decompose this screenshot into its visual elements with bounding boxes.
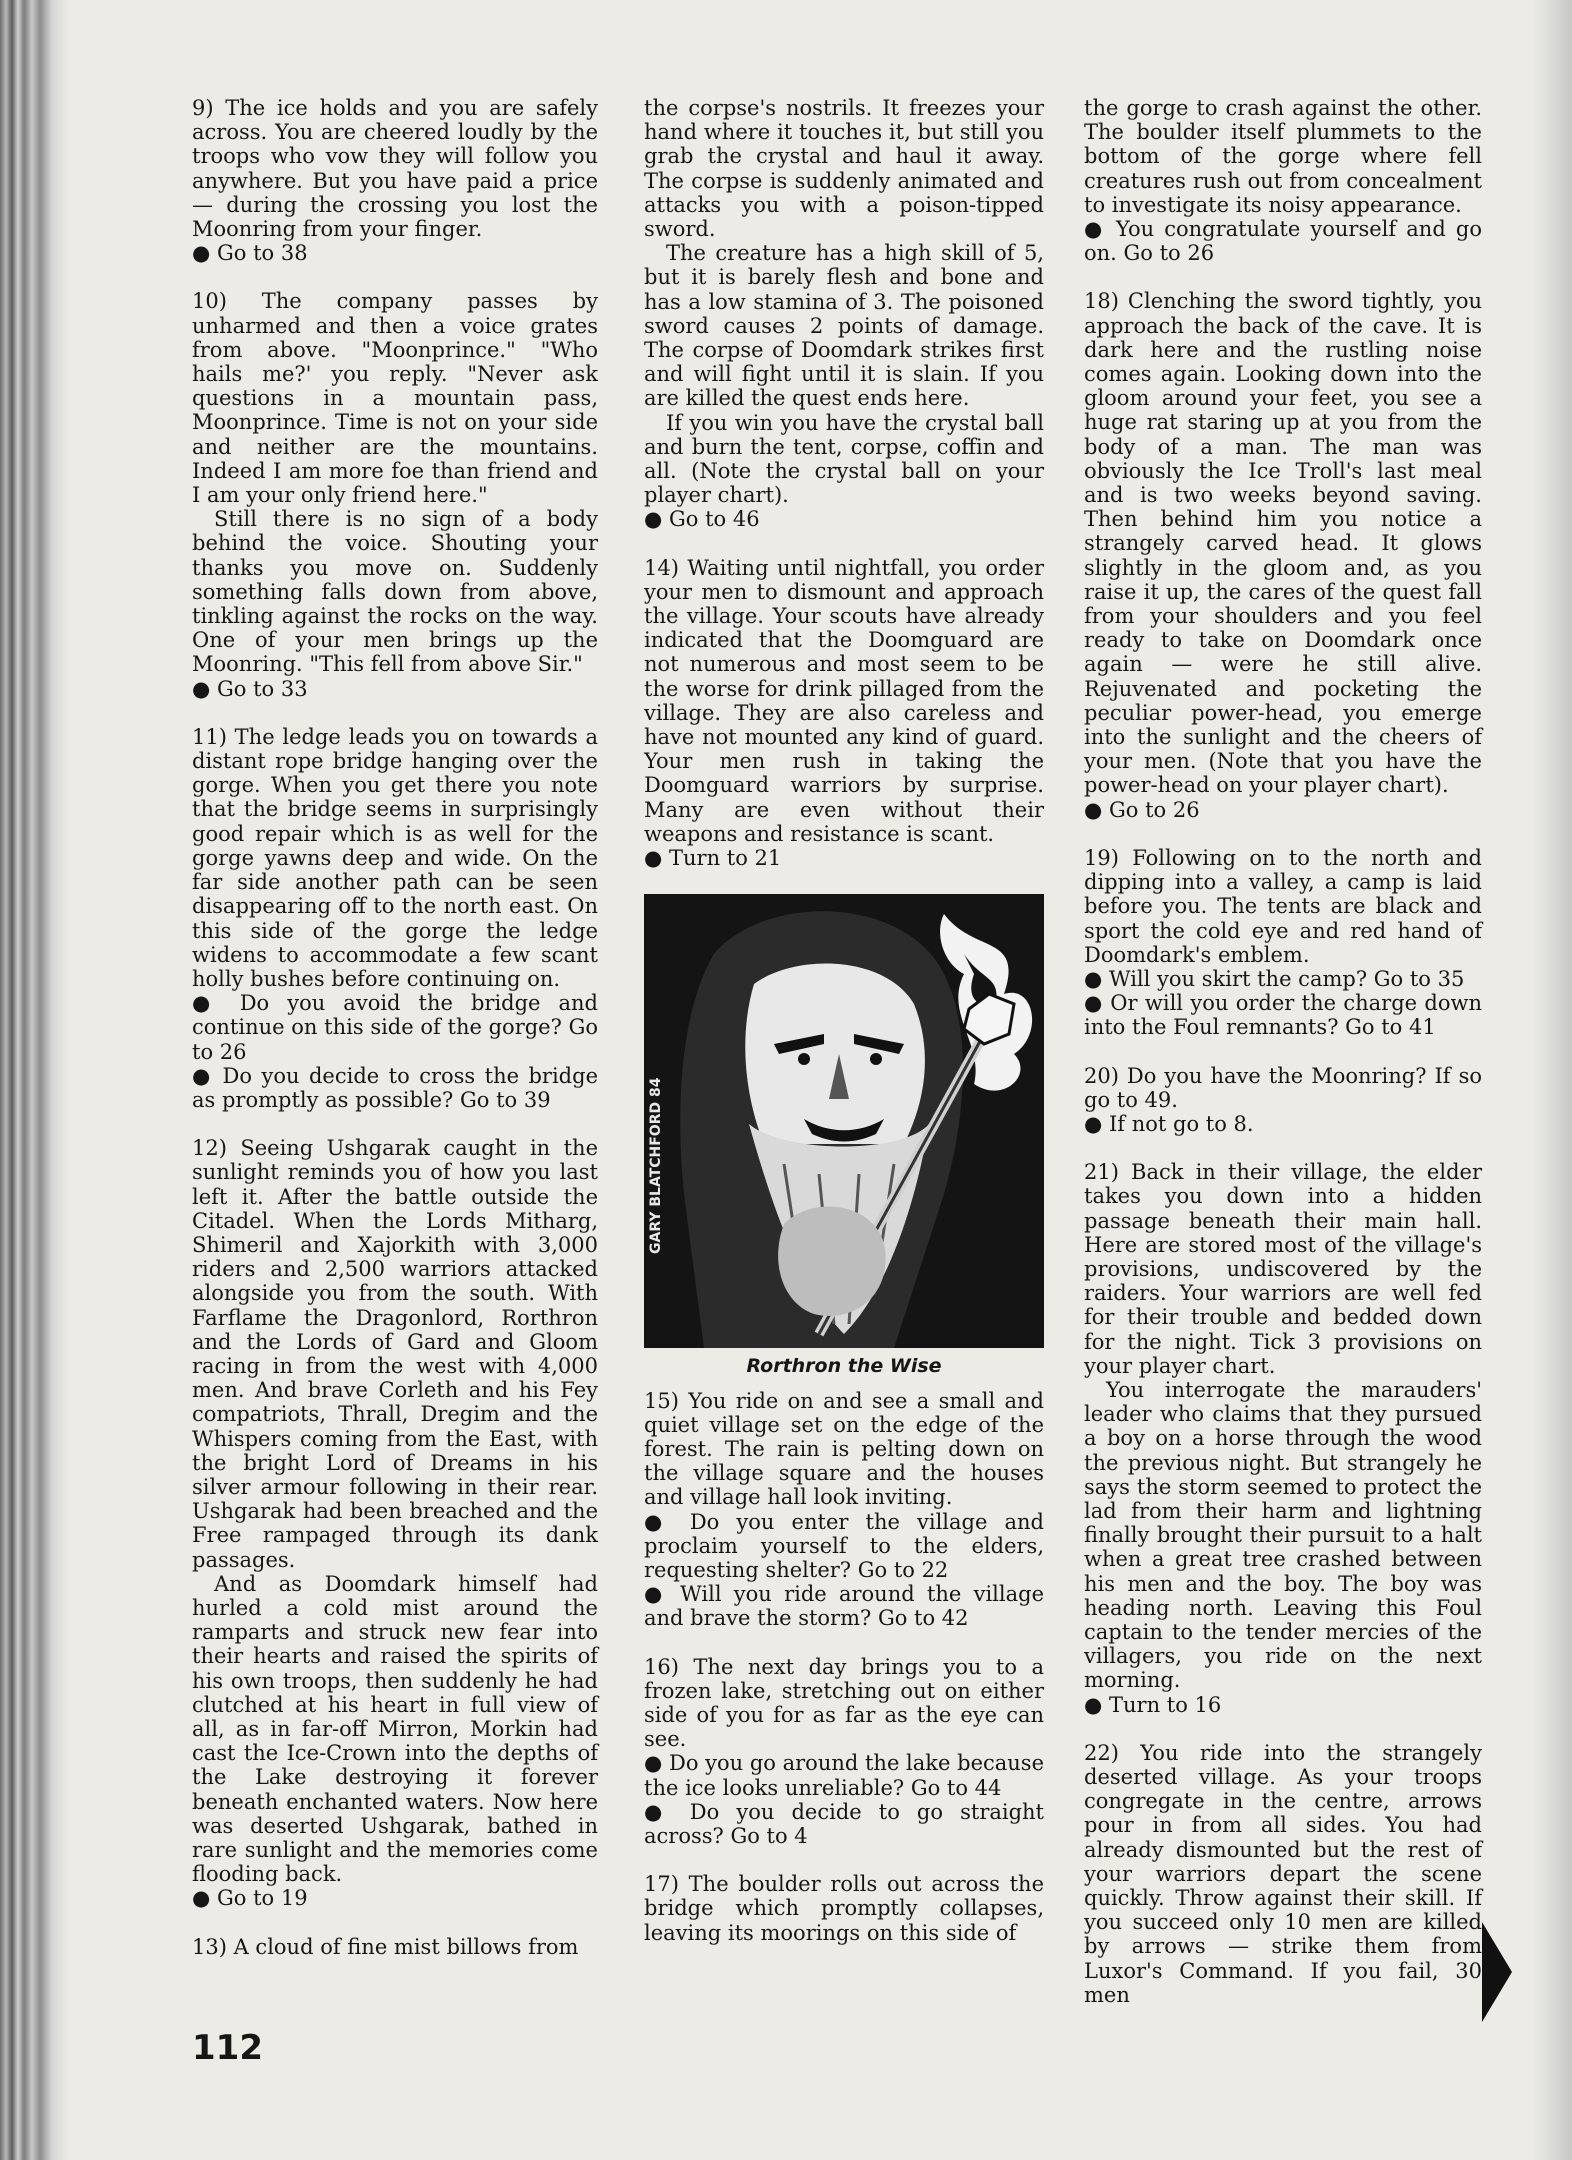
- choice-option: ● Do you avoid the bridge and continue on this side of the gorge? Go to 26: [192, 991, 598, 1064]
- paragraph: 14) Waiting until nightfall, you order your men to dismount and approach the village. Your scouts have already indicated that the Doomguard are not numerous and most seem to be the worse for drink pillaged from the village. They are also careless and have not mounted any kind of guard. Your men rush in taking the Doomguard warriors by surprise. Many are even without their weapons and resistance is scant.: [644, 555, 1044, 846]
- paragraph: 12) Seeing Ushgarak caught in the sunlight reminds you of how you last left it. After the battle outside the Citadel. When the Lords Mitharg, Shimeril and Xajorkith with 3,000 riders and 2,500 warriors attacked alongside you from the south. With Farflame the Dragonlord, Rorthron and the Lords of Gard and Gloom racing in from the west with 4,000 men. And brave Corleth and his Fey compatriots, Thrall, Dregim and the Whispers coming from the East, with the bright Lord of Dreams in his silver armour following in their rear. Ushgarak had been breached and the Free rampaged through its dank passages.: [192, 1136, 598, 1572]
- paragraph: The creature has a high skill of 5, but it is barely flesh and bone and has a low stamina of 3. The poisoned sword causes 2 points of damage. The corpse of Doomdark strikes first and will fight until it is slain. If you are killed the quest ends here.: [644, 241, 1044, 411]
- artist-signature: GARY BLATCHFORD 84: [648, 1077, 664, 1255]
- column-2-top: [644, 96, 1044, 870]
- column-3: [1084, 96, 1482, 2007]
- rorthron-illustration: [644, 894, 1044, 1348]
- choice-option: ● If not go to 8.: [1084, 1111, 1254, 1136]
- paragraph: 16) The next day brings you to a frozen lake, stretching out on either side of you for as far as the eye can see.: [644, 1654, 1044, 1752]
- paragraph: 19) Following on to the north and dipping into a valley, a camp is laid before you. The tents are black and sport the cold eye and red hand of Doomdark's emblem.: [1084, 845, 1482, 967]
- paragraph: 20) Do you have the Moonring? If so go to 49.: [1084, 1063, 1482, 1112]
- column-1: [192, 96, 598, 1959]
- choice-option: ● You congratulate yourself and go on. Go to 26: [1084, 217, 1482, 266]
- choice-option: ● Go to 33: [192, 676, 308, 701]
- paragraph: the corpse's nostrils. It freezes your hand where it touches it, but still you grab the crystal and haul it away. The corpse is suddenly animated and attacks you with a poison-tipped sword.: [644, 96, 1044, 242]
- paragraph: 22) You ride into the strangely deserted village. As your troops congregate in the centre, arrows pour in from all sides. You had already dismounted but the rest of your warriors depart the scene quickly. Throw against their skill. If you succeed only 10 men are killed by arrows — strike them from Luxor's Command. If you fail, 30 men: [1084, 1740, 1482, 2007]
- choice-option: ● Go to 26: [1084, 797, 1200, 822]
- column-2: [644, 96, 1044, 1945]
- illustration-caption: Rorthron the Wise: [746, 1355, 942, 1378]
- choice-option: ● Go to 46: [644, 507, 760, 532]
- paragraph: 15) You ride on and see a small and quiet village set on the edge of the forest. The rain is pelting down on the village square and the houses and village hall look inviting.: [644, 1388, 1044, 1510]
- choice-option: ● Turn to 21: [644, 846, 782, 871]
- page-number: 112: [192, 2028, 263, 2068]
- choice-option: ● Do you decide to go straight across? Go to 4: [644, 1799, 1044, 1848]
- choice-option: ● Turn to 16: [1084, 1692, 1222, 1717]
- column-2-bottom: [644, 1389, 1044, 1945]
- choice-option: ● Go to 19: [192, 1886, 308, 1911]
- paragraph: 9) The ice holds and you are safely across. You are cheered loudly by the troops who vow they will follow you anywhere. But you have paid a price — during the crossing you lost the Moonring from your finger.: [192, 96, 598, 242]
- paragraph: 13) A cloud of fine mist billows from: [192, 1934, 579, 1959]
- choice-option: ● Do you enter the village and proclaim yourself to the elders, requesting shelter? Go to 22: [644, 1509, 1044, 1582]
- choice-option: ● Do you go around the lake because the ice looks unreliable? Go to 44: [644, 1751, 1045, 1800]
- choice-option: ● Do you decide to cross the bridge as promptly as possible? Go to 39: [192, 1063, 598, 1112]
- next-page-arrow-icon: [1482, 1922, 1512, 2022]
- choice-option: ● Or will you order the charge down into the Foul remnants? Go to 41: [1084, 991, 1482, 1040]
- book-binding: [0, 0, 70, 2160]
- choice-option: ● Will you skirt the camp? Go to 35: [1084, 966, 1465, 991]
- paragraph: Still there is no sign of a body behind the voice. Shouting your thanks you move on. Suddenly something falls down from above, tinkling against the rocks on the way. One of your men brings up the Moonring. "This fell from above Sir.": [192, 507, 598, 677]
- choice-option: ● Will you ride around the village and brave the storm? Go to 42: [644, 1582, 1044, 1631]
- page-edge: [1532, 0, 1572, 2160]
- paragraph: And as Doomdark himself had hurled a cold mist around the ramparts and struck new fear into their hearts and raised the spirits of his own troops, then suddenly he had clutched at his heart in full view of all, as in far-off Mirron, Morkin had cast the Ice-Crown into the depths of the Lake destroying it forever beneath enchanted waters. Now here was deserted Ushgarak, bathed in rare sunlight and the memories come flooding back.: [192, 1571, 598, 1887]
- paragraph: 17) The boulder rolls out across the bridge which promptly collapses, leaving its moorings on this side of: [644, 1872, 1044, 1945]
- paragraph: 21) Back in their village, the elder takes you down into a hidden passage beneath their main hall. Here are stored most of the village's provisions, undiscovered by the raiders. Your warriors are well fed for their trouble and bedded down for the night. Tick 3 provisions on your player chart.: [1084, 1160, 1482, 1378]
- paragraph: the gorge to crash against the other. The boulder itself plummets to the bottom of the gorge where fell creatures rush out from concealment to investigate its noisy appearance.: [1084, 96, 1482, 217]
- paragraph: If you win you have the crystal ball and burn the tent, corpse, coffin and all. (Note the crystal ball on your player chart).: [644, 410, 1044, 508]
- paragraph: 18) Clenching the sword tightly, you approach the back of the cave. It is dark here and the rustling noise comes again. Looking down into the gloom around your feet, you see a huge rat staring up at you from the body of a man. The man was obviously the Ice Troll's last meal and is two weeks beyond saving. Then behind him you notice a strangely carved head. It glows slightly in the gloom and, as you raise it up, the cares of the quest fall from your shoulders and you feel ready to take on Doomdark once again — were he still alive. Rejuvenated and pocketing the peculiar power-head, you emerge into the sunlight and the cheers of your men. (Note that you have the power-head on your player chart).: [1084, 289, 1482, 798]
- paragraph: 10) The company passes by unharmed and then a voice grates from above. "Moonprince." "Who hails me?' you reply. "Never ask questions in a mountain pass, Moonprince. Time is not on your side and neither are the mountains. Indeed I am more foe than friend and I am your only friend here.": [192, 289, 598, 508]
- choice-option: ● Go to 38: [192, 241, 308, 266]
- wizard-portrait: [644, 894, 1044, 1348]
- paragraph: You interrogate the marauders' leader who claims that they pursued a boy on a horse through the wood the previous night. But strangely he says the storm seemed to protect the lad from their harm and lightning finally brought their pursuit to a halt when a great tree crashed between his men and the boy. The boy was heading north. Leaving this Foul captain to the tender mercies of the villagers, you ride on the next morning.: [1084, 1377, 1482, 1693]
- paragraph: 11) The ledge leads you on towards a distant rope bridge hanging over the gorge. When you get there you note that the bridge seems in surprisingly good repair which is as well for the gorge yawns deep and wide. On the far side another path can be seen disappearing off to the north east. On this side of the gorge the ledge widens to accommodate a few scant holly bushes before continuing on.: [192, 724, 598, 991]
